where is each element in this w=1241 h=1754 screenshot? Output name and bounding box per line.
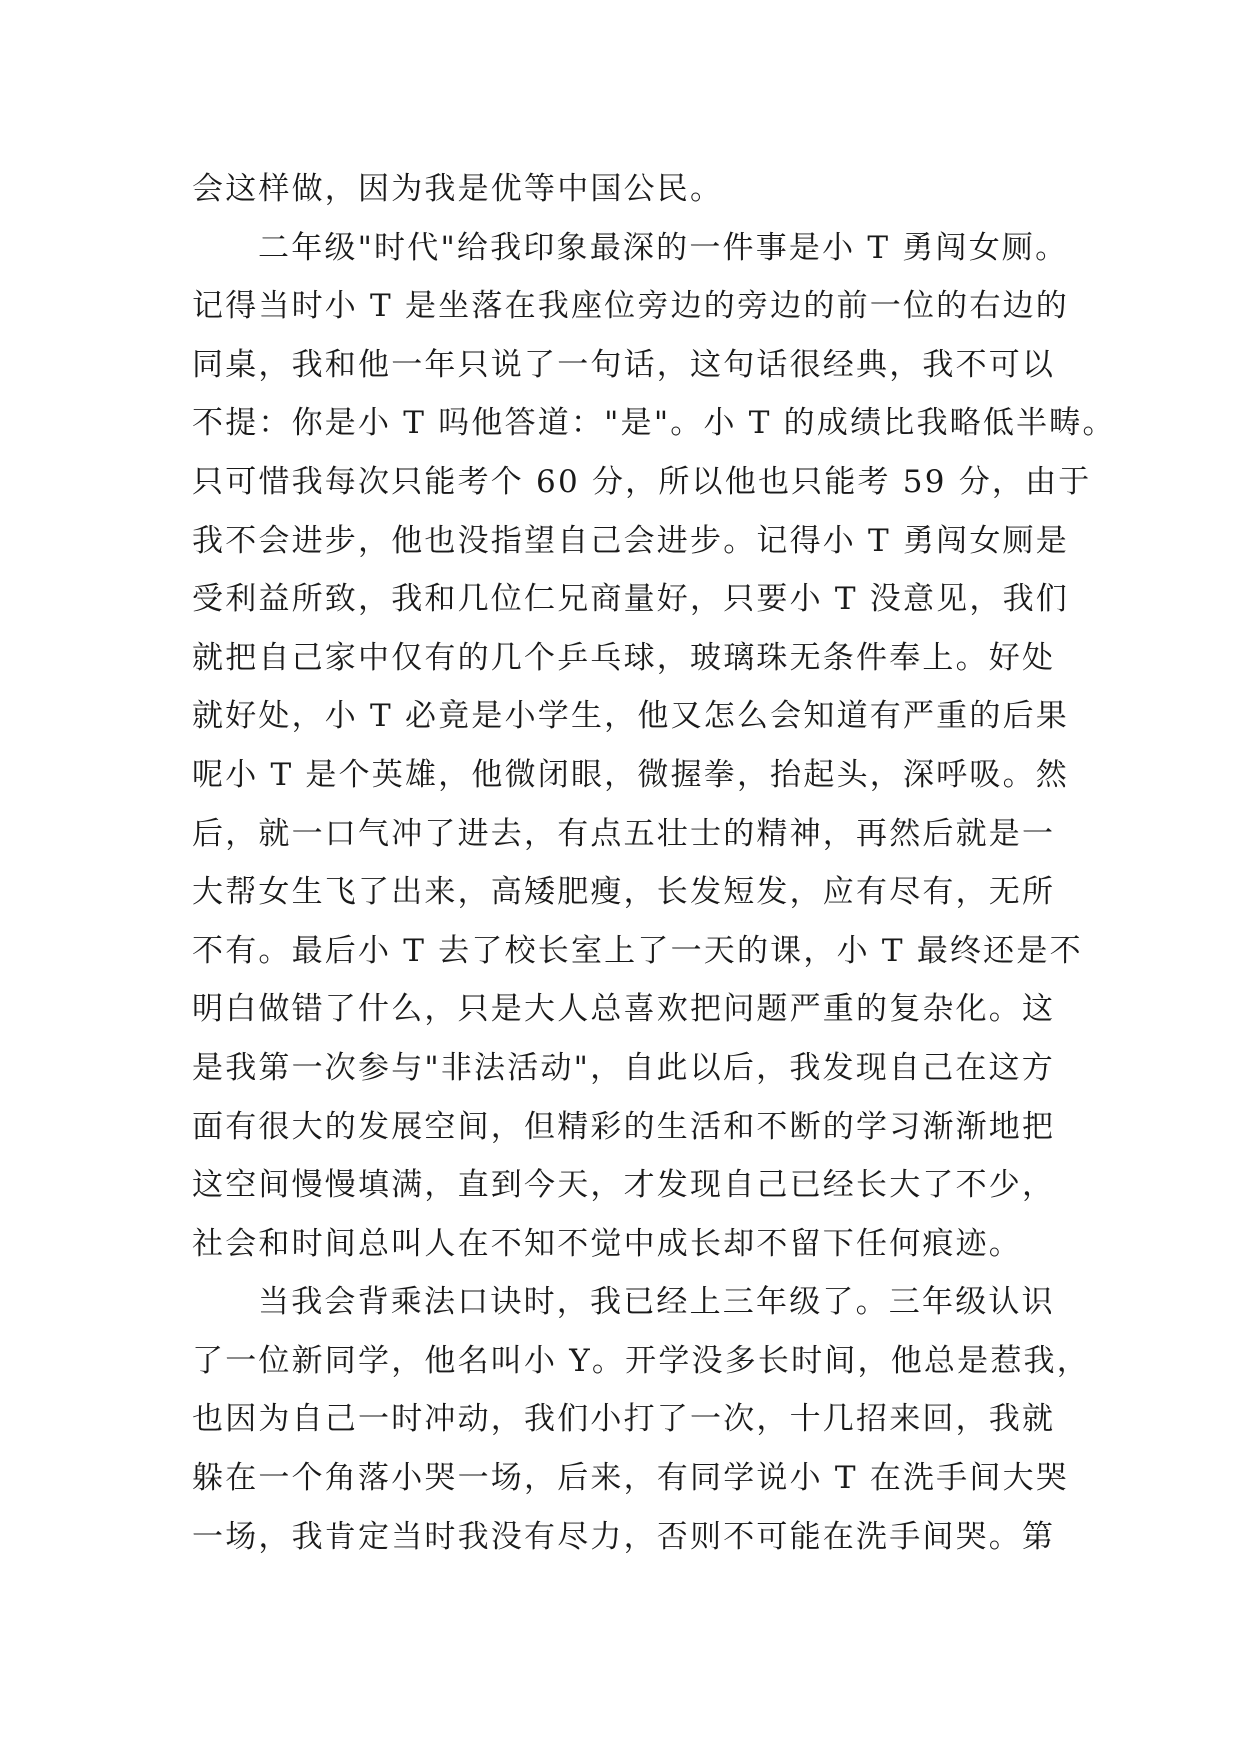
text-line: 是我第一次参与"非法活动"，自此以后，我发现自己在这方 [192, 1049, 1055, 1086]
text-line: 就好处，小 T 必竟是小学生，他又怎么会知道有严重的后果 [192, 698, 1069, 735]
text-line: 呢小 T 是个英雄，他微闭眼，微握拳，抬起头，深呼吸。然 [192, 756, 1069, 793]
text-line: 同桌，我和他一年只说了一句话，这句话很经典，我不可以 [192, 346, 1056, 383]
text-line: 就把自己家中仅有的几个乒乓球，玻璃珠无条件奉上。好处 [192, 639, 1056, 676]
text-line: 二年级"时代"给我印象最深的一件事是小 T 勇闯女厕。 [258, 229, 1069, 266]
text-line: 社会和时间总叫人在不知不觉中成长却不留下任何痕迹。 [192, 1225, 1022, 1262]
text-line: 也因为自己一时冲动，我们小打了一次，十几招来回，我就 [192, 1401, 1056, 1438]
text-line: 一场，我肯定当时我没有尽力，否则不可能在洗手间哭。第 [192, 1518, 1056, 1555]
text-line: 受利益所致，我和几位仁兄商量好，只要小 T 没意见，我们 [192, 581, 1069, 618]
body-text [192, 160, 1116, 1566]
text-line: 躲在一个角落小哭一场，后来，有同学说小 T 在洗手间大哭 [192, 1460, 1069, 1497]
text-line: 了一位新同学，他名叫小 Y。开学没多长时间，他总是惹我， [192, 1342, 1090, 1379]
text-line: 这空间慢慢填满，直到今天，才发现自己已经长大了不少， [192, 1167, 1056, 1204]
text-line: 不提：你是小 T 吗他答道："是"。小 T 的成绩比我略低半畴。 [192, 405, 1116, 442]
text-line: 明白做错了什么，只是大人总喜欢把问题严重的复杂化。这 [192, 991, 1056, 1028]
text-line: 会这样做，因为我是优等中国公民。 [192, 171, 724, 207]
text-line: 面有很大的发展空间，但精彩的生活和不断的学习渐渐地把 [192, 1108, 1056, 1145]
text-line: 只可惜我每次只能考个 60 分，所以他也只能考 59 分，由于 [192, 463, 1092, 500]
text-line: 当我会背乘法口诀时，我已经上三年级了。三年级认识 [258, 1284, 1055, 1321]
text-line: 记得当时小 T 是坐落在我座位旁边的旁边的前一位的右边的 [192, 288, 1069, 325]
text-line: 大帮女生飞了出来，高矮肥瘦，长发短发，应有尽有，无所 [192, 874, 1056, 911]
text-line: 我不会进步，他也没指望自己会进步。记得小 T 勇闯女厕是 [192, 522, 1069, 559]
text-line: 后，就一口气冲了进去，有点五壮士的精神，再然后就是一 [192, 815, 1056, 852]
text-line: 不有。最后小 T 去了校长室上了一天的课，小 T 最终还是不 [192, 932, 1083, 969]
